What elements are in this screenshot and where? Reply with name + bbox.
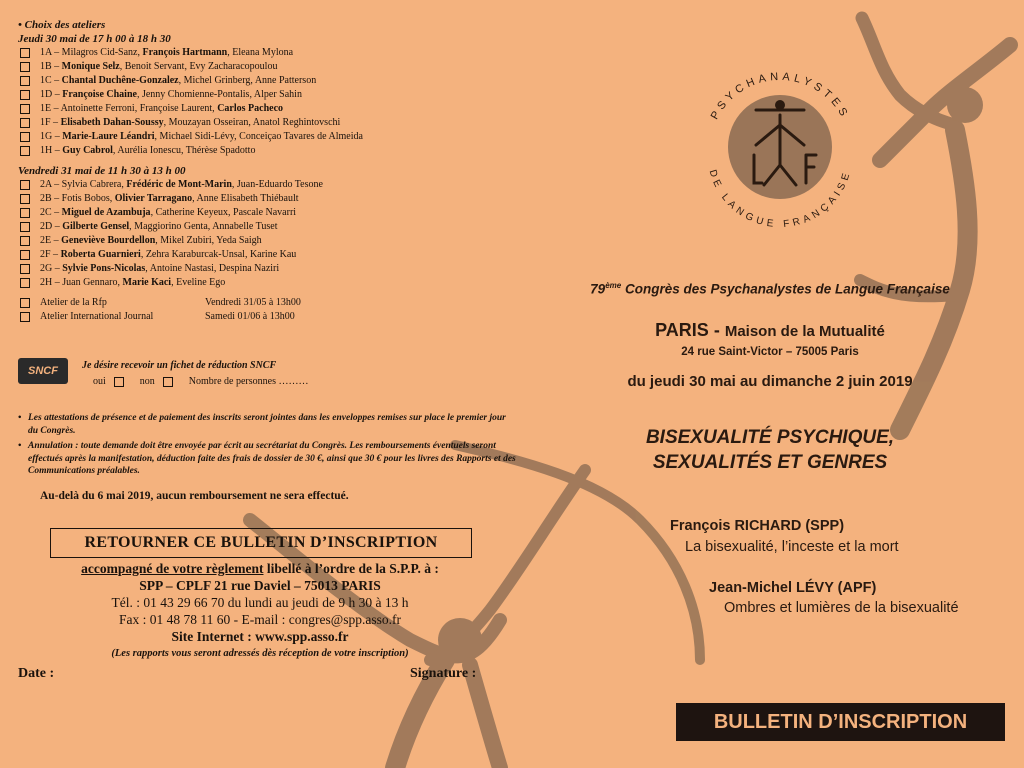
return-title: RETOURNER CE BULLETIN D’INSCRIPTION (50, 528, 472, 558)
workshop-row (18, 74, 518, 88)
logo-top-text: PSYCHANALYSTES (708, 70, 852, 122)
logo-bottom-text: DE LANGUE FRANÇAISE (706, 168, 854, 231)
workshop-text: 2D – Gilberte Gensel, Maggiorino Genta, Annabelle Tuset (40, 221, 278, 232)
day2-heading: Vendredi 31 mai de 11 h 30 à 13 h 00 (18, 165, 186, 177)
sncf-no-checkbox[interactable] (163, 377, 173, 387)
workshop-row (18, 46, 518, 60)
workshop-checkbox[interactable] (20, 180, 30, 190)
workshop-text: 2E – Geneviève Bourdellon, Mikel Zubiri, Yeda Saigh (40, 235, 262, 246)
extra-workshop-row (18, 310, 518, 324)
workshop-row (18, 248, 518, 262)
workshop-text: 2H – Juan Gennaro, Marie Kaci, Eveline Ego (40, 277, 226, 288)
workshop-checkbox[interactable] (20, 90, 30, 100)
workshop-text: 1B – Monique Selz, Benoit Servant, Evy Zacharacopoulou (40, 61, 278, 72)
workshop-checkbox[interactable] (20, 104, 30, 114)
workshop-text: 1C – Chantal Duchêne-Gonzalez, Michel Grinberg, Anne Patterson (40, 75, 317, 86)
sncf-options (93, 376, 308, 387)
workshop-checkbox[interactable] (20, 278, 30, 288)
workshop-row (18, 178, 518, 192)
workshop-checkbox[interactable] (20, 48, 30, 58)
workshops-section (18, 18, 518, 324)
workshop-checkbox[interactable] (20, 132, 30, 142)
extra-workshop-time: Vendredi 31/05 à 13h00 (205, 297, 301, 308)
payment-line: accompagné de votre règlement libellé à l’ordre de la S.P.P. à : (81, 561, 439, 576)
workshop-checkbox[interactable] (20, 298, 30, 308)
sncf-no-label: non (139, 376, 155, 387)
workshop-text: 2B – Fotis Bobos, Olivier Tarragano, Anne Elisabeth Thiébault (40, 193, 299, 204)
venue-line: PARIS - Maison de la Mutualité (655, 320, 885, 340)
venue-address: 24 rue Saint-Victor – 75005 Paris (681, 346, 859, 358)
extra-workshops (18, 296, 518, 324)
workshop-text: 2F – Roberta Guarnieri, Zehra Karaburcak-Unsal, Karine Kau (40, 249, 297, 260)
day1-list (18, 46, 518, 158)
workshop-row (18, 192, 518, 206)
workshop-checkbox[interactable] (20, 194, 30, 204)
sncf-yes-label: oui (93, 376, 106, 387)
workshop-row (18, 116, 518, 130)
reports-note: (Les rapports vous seront adressés dès réception de votre inscription) (111, 648, 409, 659)
sncf-request: Je désire recevoir un fichet de réduction SNCF (82, 360, 277, 371)
extra-workshop-label: Atelier de la Rfp (40, 297, 107, 308)
notes (18, 412, 518, 481)
day2-list (18, 178, 518, 290)
extra-workshop-time: Samedi 01/06 à 13h00 (205, 311, 295, 322)
congress-title: 79ème Congrès des Psychanalystes de Langue Française (590, 281, 950, 297)
workshop-row (18, 262, 518, 276)
congress-theme: BISEXUALITÉ PSYCHIQUE, SEXUALITÉS ET GENRES (645, 427, 895, 473)
workshop-text: 1E – Antoinette Ferroni, Françoise Laurent, Carlos Pacheco (40, 103, 284, 114)
speaker-1: François RICHARD (SPP) (670, 518, 845, 534)
workshop-text: 2C – Miguel de Azambuja, Catherine Keyeux, Pascale Navarri (40, 207, 297, 218)
date-field[interactable]: Date : (18, 666, 55, 681)
cplf-logo (690, 55, 870, 235)
workshop-checkbox[interactable] (20, 250, 30, 260)
sncf-yes-checkbox[interactable] (114, 377, 124, 387)
workshop-row (18, 60, 518, 74)
workshops-heading: • Choix des ateliers (18, 19, 106, 31)
workshop-row (18, 206, 518, 220)
workshop-text: 1D – Françoise Chaine, Jenny Chomienne-Pontalis, Alper Sahin (40, 89, 302, 100)
workshop-row (18, 276, 518, 290)
workshop-checkbox[interactable] (20, 62, 30, 72)
website-line: Site Internet : www.spp.asso.fr (171, 629, 349, 644)
no-refund-note: Au-delà du 6 mai 2019, aucun remboursement ne sera effectué. (40, 490, 349, 502)
workshop-checkbox[interactable] (20, 118, 30, 128)
note-attestations: • Les attestations de présence et de paiement des inscrits seront jointes dans les enveloppes remises sur place le premier jour du Congrès. (18, 412, 518, 437)
workshop-row (18, 234, 518, 248)
talk-1: La bisexualité, l’inceste et la mort (685, 539, 899, 555)
workshop-text: 1A – Milagros Cid-Sanz, François Hartmann, Eleana Mylona (40, 47, 294, 58)
workshop-checkbox[interactable] (20, 146, 30, 156)
workshop-row (18, 88, 518, 102)
fax-email-line: Fax : 01 48 78 11 60 - E-mail : congres@spp.asso.fr (119, 612, 401, 627)
speaker-2: Jean-Michel LÉVY (APF) (709, 580, 877, 596)
workshop-row (18, 102, 518, 116)
workshop-checkbox[interactable] (20, 236, 30, 246)
workshop-checkbox[interactable] (20, 208, 30, 218)
day1-heading: Jeudi 30 mai de 17 h 00 à 18 h 30 (18, 33, 171, 45)
contact-block (20, 560, 500, 662)
address-line: SPP – CPLF 21 rue Daviel – 75013 PARIS (139, 578, 381, 593)
workshop-checkbox[interactable] (20, 312, 30, 322)
signature-field[interactable]: Signature : (410, 666, 477, 681)
workshop-row (18, 130, 518, 144)
workshop-row (18, 220, 518, 234)
sncf-count: Nombre de personnes ……… (188, 376, 309, 387)
workshop-text: 1F – Elisabeth Dahan-Soussy, Mouzayan Osseiran, Anatol Reghintovschi (40, 117, 341, 128)
workshop-text: 2G – Sylvie Pons-Nicolas, Antoine Nastasi, Despina Naziri (40, 263, 280, 274)
workshop-text: 1H – Guy Cabrol, Aurélia Ionescu, Thérèse Spadotto (40, 145, 256, 156)
workshop-text: 2A – Sylvia Cabrera, Frédéric de Mont-Marin, Juan-Eduardo Tesone (40, 179, 323, 190)
phone-line: Tél. : 01 43 29 66 70 du lundi au jeudi de 9 h 30 à 13 h (111, 595, 409, 610)
workshop-row (18, 144, 518, 158)
extra-workshop-label: Atelier International Journal (40, 311, 154, 322)
congress-dates: du jeudi 30 mai au dimanche 2 juin 2019 (627, 373, 913, 390)
workshop-text: 1G – Marie-Laure Léandri, Michael Sidi-Lévy, Conceiçao Tavares de Almeida (40, 131, 363, 142)
extra-workshop-row (18, 296, 518, 310)
sncf-logo: SNCF (18, 358, 68, 384)
workshop-checkbox[interactable] (20, 222, 30, 232)
registration-banner: BULLETIN D’INSCRIPTION (676, 703, 1005, 741)
workshop-checkbox[interactable] (20, 264, 30, 274)
talk-2: Ombres et lumières de la bisexualité (724, 600, 959, 616)
workshop-checkbox[interactable] (20, 76, 30, 86)
note-cancellation: • Annulation : toute demande doit être envoyée par écrit au secrétariat du Congrès. Les remboursements éventuels seront effectués après la manifestation, déduction faite des frais de dossier de 30 €, ainsi que 30 € pour les livres des Rapports et des Communications préalables. (18, 440, 518, 478)
